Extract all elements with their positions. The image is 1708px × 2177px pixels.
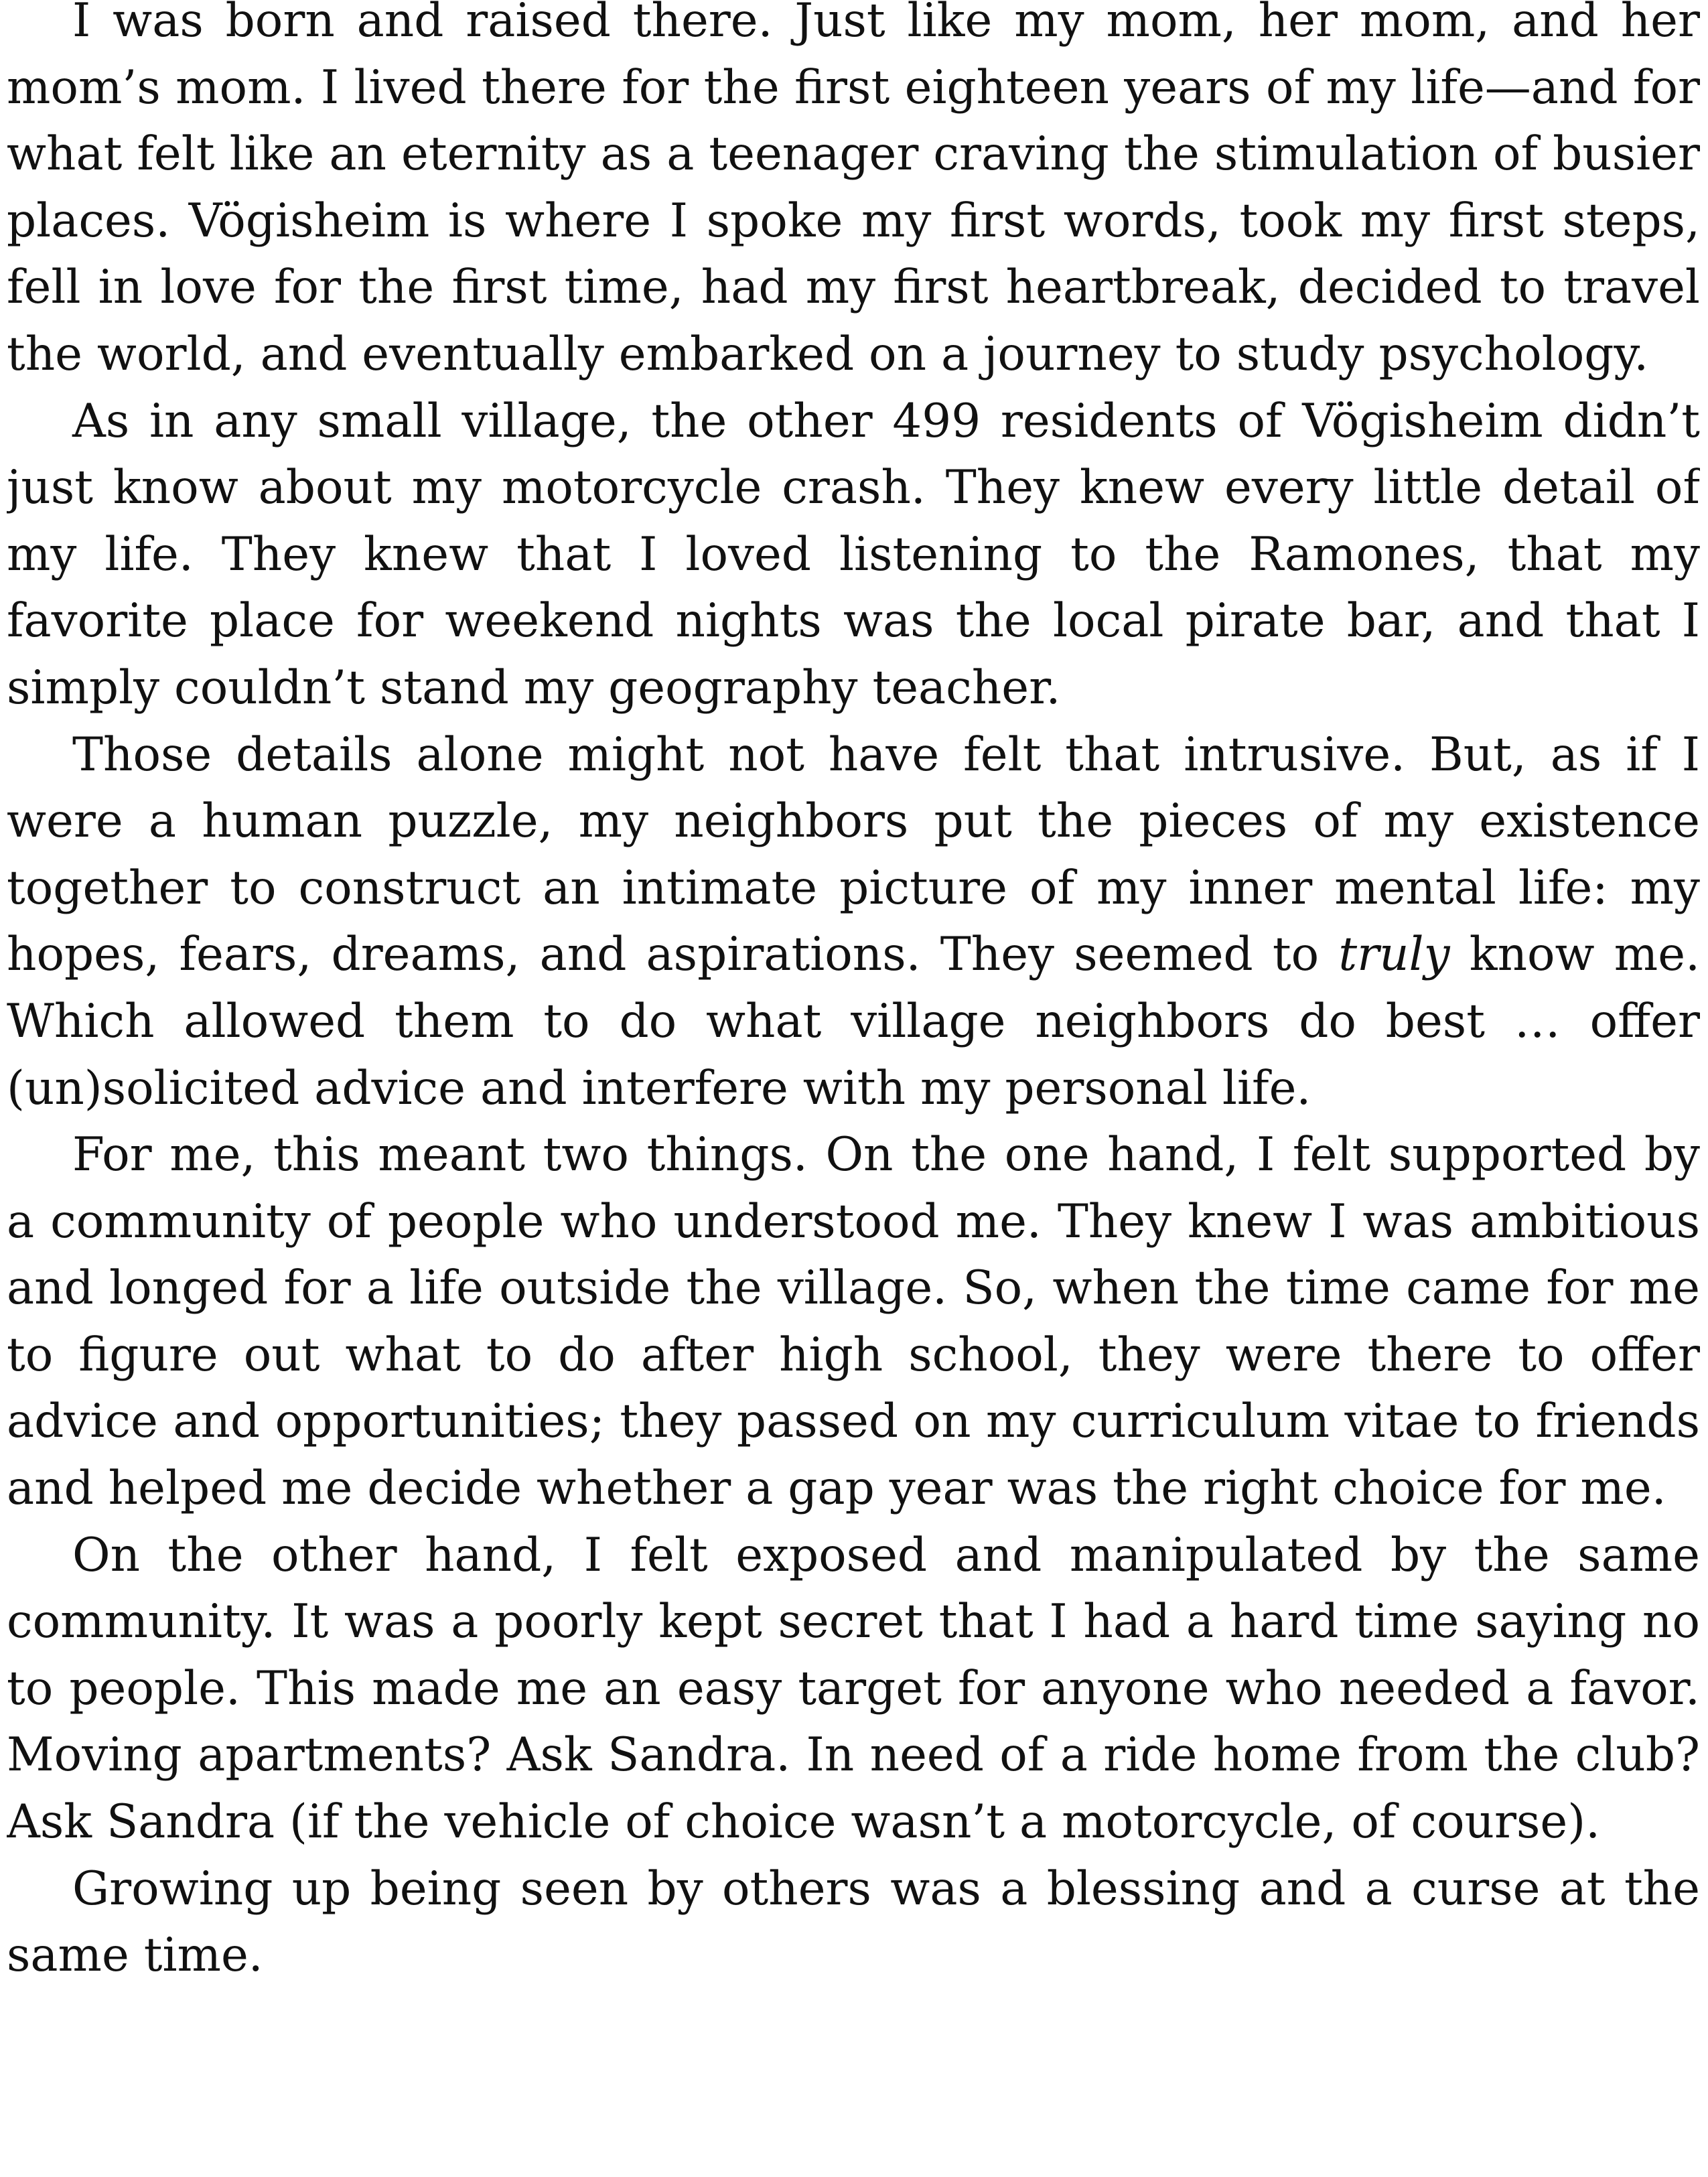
paragraph-3	[7, 722, 1700, 1123]
body-text	[7, 0, 1700, 1989]
paragraph-5: On the other hand, I felt exposed and manipulated by the same community. It was a poorly kept secret that I had a hard time saying no to people. This made me an easy target for anyone who needed a favor. Moving apartments? Ask Sandra. In need of a ride home from the club? Ask Sandra (if the vehicle of choice wasn’t a motorcycle, of course).	[7, 1528, 1700, 1849]
paragraph-6: Growing up being seen by others was a blessing and a curse at the same time.	[7, 1862, 1700, 1983]
paragraph-4: For me, this meant two things. On the one hand, I felt supported by a community of people who understood me. They knew I was ambitious and longed for a life outside the village. So, when the time came for me to figure out what to do after high school, they were there to offer advice and opportunities; they passed on my curriculum vitae to friends and helped me decide whether a gap year was the right choice for me.	[7, 1128, 1700, 1516]
paragraph-3-before: Those details alone might not have felt that intrusive. But, as if I were a human puzzle, my neighbors put the pieces of my existence together to construct an intimate picture of my inner mental life: my hopes, fears, dreams, and aspirations. They seemed to	[7, 727, 1700, 982]
paragraph-3-after: know me. Which allowed them to do what village neighbors do best … offer (un)solicited advice and interfere with my personal life.	[7, 928, 1700, 1115]
paragraph-1: I was born and raised there. Just like my mom, her mom, and her mom’s mom. I lived there for the first eighteen years of my life—and for what felt like an eternity as a teenager craving the stimulation of busier places. Vögisheim is where I spoke my first words, took my first steps, fell in love for the first time, had my first heartbreak, decided to travel the world, and eventually embarked on a journey to study psychology.	[7, 0, 1700, 381]
document-page	[7, 0, 1700, 2177]
emphasis-truly: truly	[1338, 928, 1450, 982]
paragraph-2: As in any small village, the other 499 residents of Vögisheim didn’t just know about my motorcycle crash. They knew every little detail of my life. They knew that I loved listening to the Ramones, that my favorite place for weekend nights was the local pirate bar, and that I simply couldn’t stand my geography teacher.	[7, 394, 1700, 715]
